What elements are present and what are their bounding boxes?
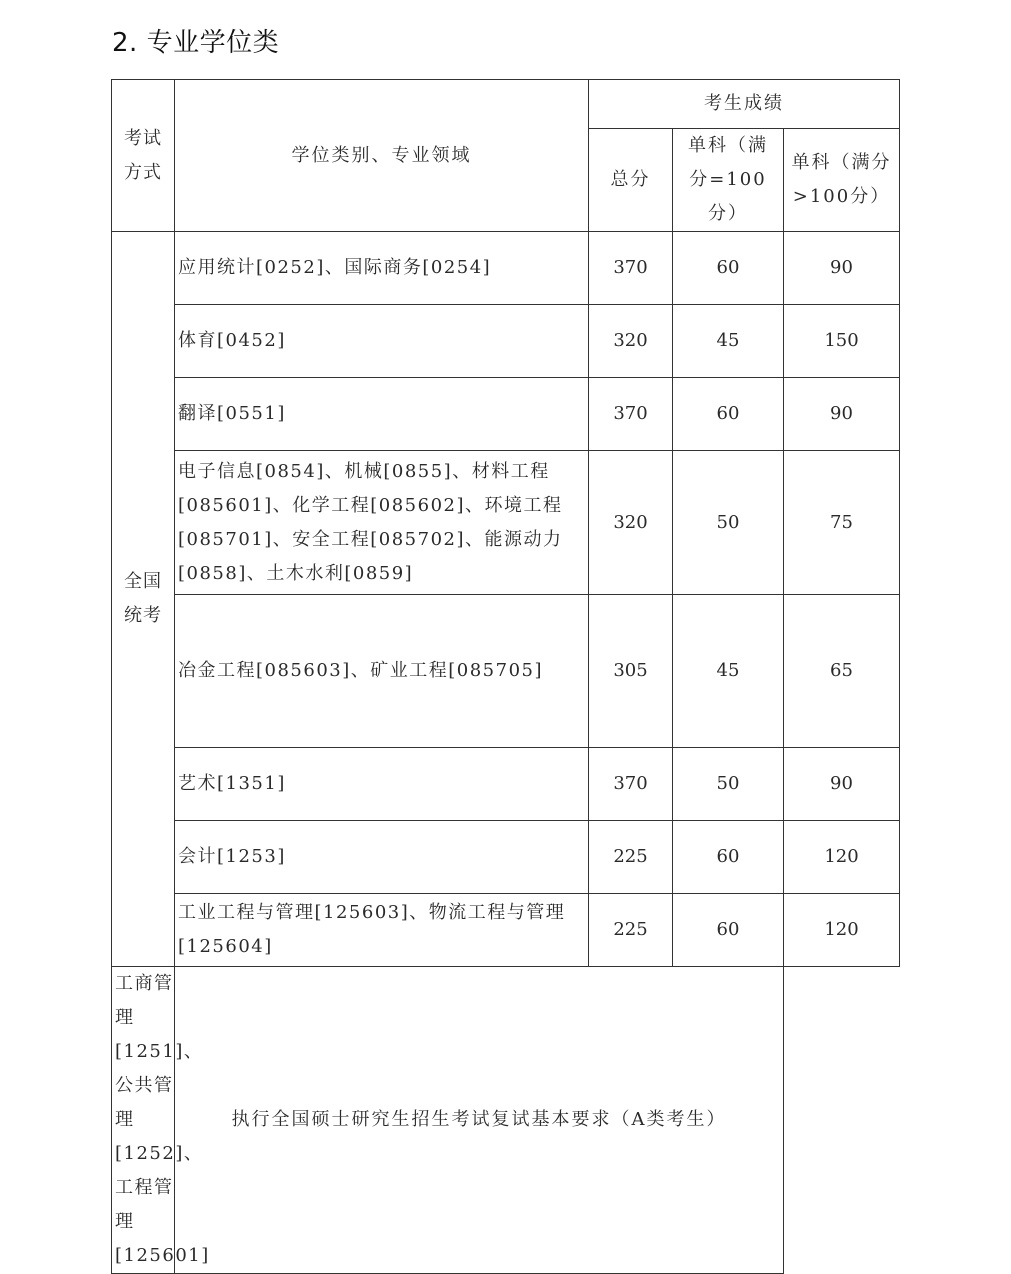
table-row xyxy=(112,378,900,451)
table-row xyxy=(112,894,900,967)
field-cell: 电子信息[0854]、机械[0855]、材料工程[085601]、化学工程[085602]、环境工程[085701]、安全工程[085702]、能源动力[0858]、土木水利[0859] xyxy=(175,451,589,595)
score-table xyxy=(111,79,900,1274)
field-cell: 翻译[0551] xyxy=(175,378,589,451)
table-row xyxy=(112,232,900,305)
single-100-cell: 60 xyxy=(673,378,784,451)
single-100-cell: 45 xyxy=(673,305,784,378)
requirement-note: 执行全国硕士研究生招生考试复试基本要求（A类考生） xyxy=(175,967,784,1274)
table-row-last xyxy=(112,967,900,1274)
single-gt100-cell: 75 xyxy=(784,451,900,595)
total-cell: 225 xyxy=(589,894,673,967)
table-row xyxy=(112,748,900,821)
header-single-gt100: 单科（满分>100分） xyxy=(784,129,900,232)
header-exam-method: 考试方式 xyxy=(112,80,175,232)
single-100-cell: 60 xyxy=(673,821,784,894)
single-100-cell: 45 xyxy=(673,595,784,748)
single-gt100-cell: 120 xyxy=(784,894,900,967)
field-cell: 会计[1253] xyxy=(175,821,589,894)
single-100-cell: 60 xyxy=(673,232,784,305)
field-cell: 工业工程与管理[125603]、物流工程与管理[125604] xyxy=(175,894,589,967)
header-degree-field: 学位类别、专业领域 xyxy=(175,80,589,232)
section-heading: 2. 专业学位类 xyxy=(112,28,280,58)
single-gt100-cell: 90 xyxy=(784,232,900,305)
total-cell: 305 xyxy=(589,595,673,748)
single-100-cell: 50 xyxy=(673,748,784,821)
field-cell: 冶金工程[085603]、矿业工程[085705] xyxy=(175,595,589,748)
single-100-cell: 60 xyxy=(673,894,784,967)
table-row xyxy=(112,305,900,378)
field-cell: 工商管理[1251]、公共管理[1252]、工程管理[125601] xyxy=(112,967,175,1274)
table-row xyxy=(112,821,900,894)
single-gt100-cell: 150 xyxy=(784,305,900,378)
single-gt100-cell: 90 xyxy=(784,378,900,451)
field-cell: 艺术[1351] xyxy=(175,748,589,821)
single-gt100-cell: 65 xyxy=(784,595,900,748)
field-cell: 体育[0452] xyxy=(175,305,589,378)
total-cell: 370 xyxy=(589,378,673,451)
total-cell: 370 xyxy=(589,232,673,305)
total-cell: 225 xyxy=(589,821,673,894)
header-single-100: 单科（满分=100分） xyxy=(673,129,784,232)
single-gt100-cell: 120 xyxy=(784,821,900,894)
single-100-cell: 50 xyxy=(673,451,784,595)
exam-method-cell: 全国统考 xyxy=(112,232,175,967)
header-total: 总分 xyxy=(589,129,673,232)
total-cell: 370 xyxy=(589,748,673,821)
table-row xyxy=(112,595,900,748)
single-gt100-cell: 90 xyxy=(784,748,900,821)
header-scores-group: 考生成绩 xyxy=(589,80,900,129)
field-cell: 应用统计[0252]、国际商务[0254] xyxy=(175,232,589,305)
total-cell: 320 xyxy=(589,305,673,378)
total-cell: 320 xyxy=(589,451,673,595)
table-row xyxy=(112,451,900,595)
